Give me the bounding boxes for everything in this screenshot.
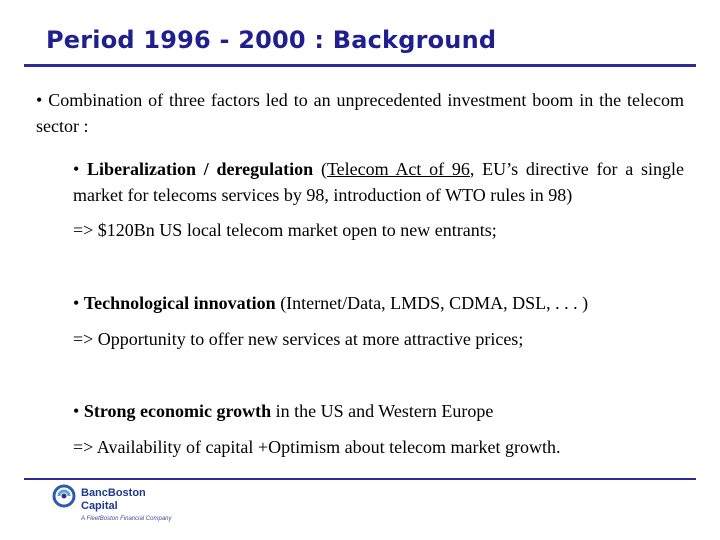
factor-detail: , EU’s directive for a single market for telecoms services by 98, introduction of WTO rules in 98)	[73, 159, 684, 205]
slide-title: Period 1996 - 2000 : Background	[46, 26, 497, 54]
slide-body	[36, 87, 684, 460]
factor-detail: (	[313, 159, 327, 179]
factor-consequence: => Opportunity to offer new services at more attractive prices;	[73, 329, 524, 349]
footer-divider	[24, 478, 696, 480]
telecom-act-link[interactable]: Telecom Act of 96	[326, 159, 470, 179]
title-divider	[24, 64, 696, 67]
logo-name-line2: Capital	[81, 500, 118, 512]
factor-technology	[73, 290, 684, 316]
logo-tagline: A FleetBoston Financial Company	[81, 516, 172, 522]
factor-detail: in the US and Western Europe	[271, 401, 494, 421]
factor-liberalization	[73, 156, 684, 208]
factor-heading: Strong economic growth	[83, 401, 272, 421]
factor-bullet: •	[73, 159, 88, 179]
bancboston-capital-logo	[52, 484, 192, 530]
factor-heading: Technological innovation	[83, 293, 276, 313]
factor-heading: Liberalization / deregulation	[87, 159, 314, 179]
bancboston-swirl-logo-icon	[52, 484, 78, 510]
factor-bullet: •	[73, 401, 84, 421]
logo-name-line1: BancBoston	[81, 487, 146, 499]
intro-bullet: • Combination of three factors led to an unprecedented investment boom in the telecom sector :	[36, 90, 684, 136]
factor-consequence: => Availability of capital +Optimism about telecom market growth.	[73, 437, 561, 457]
factor-bullet: •	[73, 293, 84, 313]
factor-consequence: => $120Bn US local telecom market open to new entrants;	[73, 220, 497, 240]
factor-growth	[73, 398, 684, 424]
factor-detail: (Internet/Data, LMDS, CDMA, DSL, . . . )	[275, 293, 589, 313]
